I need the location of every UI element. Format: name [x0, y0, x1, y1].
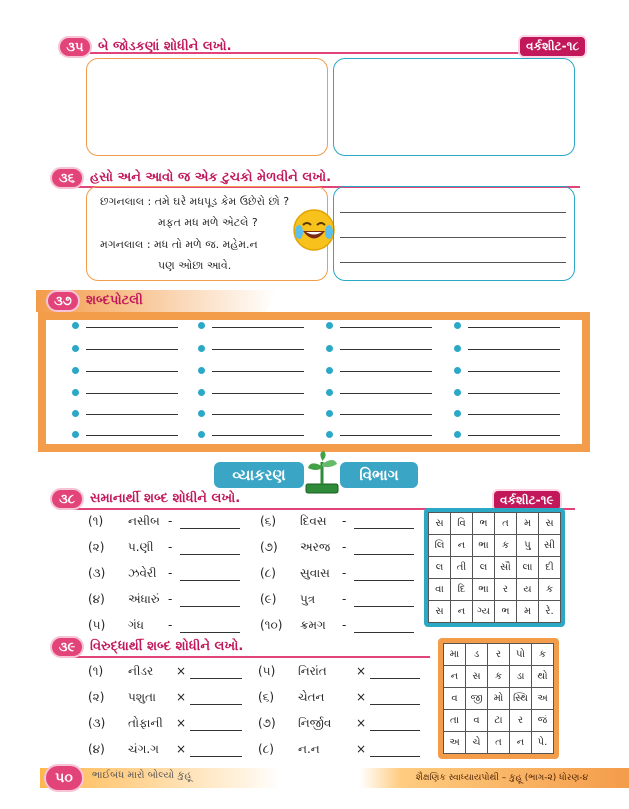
- grid-cell[interactable]: ભા: [473, 535, 495, 557]
- q38-number-badge: ૩૮: [50, 488, 84, 510]
- grid-cell[interactable]: ક: [488, 666, 510, 688]
- grid-cell[interactable]: જં: [532, 710, 554, 732]
- q38-answer-line[interactable]: [180, 632, 240, 633]
- q38-dash: -: [342, 566, 347, 580]
- grid-cell[interactable]: લિ: [429, 535, 451, 557]
- grid-cell[interactable]: લા: [517, 557, 539, 579]
- grid-cell[interactable]: સ: [429, 513, 451, 535]
- q39-answer-line[interactable]: [190, 756, 242, 757]
- grid-cell[interactable]: રે.: [539, 601, 561, 623]
- bullet: [198, 322, 205, 329]
- q39-item: (૭) નિર્જીવ: [258, 716, 332, 730]
- grid-cell[interactable]: ડ: [466, 644, 488, 666]
- q37-word-box: [38, 312, 590, 452]
- grid-cell[interactable]: દી: [539, 557, 561, 579]
- q36-title: હસો અને આવો જ એક ટુચકો મેળવીને લખો.: [90, 170, 332, 185]
- q36-joke-line-1: છગનલાલ : તમે ઘરે મધપૂડ઼ કેમ ઉછેરો છો ?: [100, 195, 290, 208]
- grid-cell[interactable]: ટા: [488, 710, 510, 732]
- grid-cell[interactable]: ન: [444, 666, 466, 688]
- bullet: [326, 367, 333, 374]
- q39-item: (૩) તોફાની: [88, 716, 163, 730]
- q38-item: (૮) સુવાસ: [260, 566, 330, 580]
- word-line: [86, 414, 178, 415]
- bullet: [72, 345, 79, 352]
- word-line: [340, 349, 432, 350]
- word-line: [212, 327, 304, 328]
- q39-cross-mark: ×: [176, 664, 187, 678]
- q38-answer-line[interactable]: [354, 632, 414, 633]
- q35-title: બે જોડકણાં શોધીને લખો.: [98, 39, 232, 54]
- word-line: [468, 414, 560, 415]
- q39-underline: [60, 656, 430, 658]
- q39-answer-line[interactable]: [370, 730, 420, 731]
- q38-item: (૬) દિવસ: [260, 514, 327, 528]
- grid-cell[interactable]: ભ: [473, 513, 495, 535]
- word-line: [468, 393, 560, 394]
- grid-cell[interactable]: થો: [532, 666, 554, 688]
- grid-cell[interactable]: મ: [517, 513, 539, 535]
- grammar-section-left-label: વ્યાકરણ: [214, 462, 304, 488]
- grid-cell[interactable]: ભ: [495, 601, 517, 623]
- q36-answer-box[interactable]: [333, 186, 575, 281]
- bullet: [198, 367, 205, 374]
- bullet: [72, 367, 79, 374]
- word-line: [212, 349, 304, 350]
- q38-title: સમાનાર્થી શબ્દ શોધીને લખો.: [90, 491, 241, 506]
- q38-answer-line[interactable]: [180, 606, 240, 607]
- grid-cell[interactable]: પો: [510, 644, 532, 666]
- q38-item: (૫) ગંધ: [88, 618, 144, 632]
- q39-cross-mark: ×: [356, 742, 367, 756]
- q39-answer-line[interactable]: [190, 704, 242, 705]
- word-line: [212, 414, 304, 415]
- worksheet-19-badge: વર્કશીટ-૧૯: [492, 489, 562, 512]
- grid-cell[interactable]: જી: [466, 688, 488, 710]
- q38-answer-line[interactable]: [354, 606, 414, 607]
- q39-cross-mark: ×: [176, 716, 187, 730]
- q37-number-badge: ૩૭: [46, 290, 80, 312]
- laughing-emoji-icon: [292, 208, 336, 252]
- grid-cell[interactable]: ર: [488, 644, 510, 666]
- q38-answer-line[interactable]: [354, 554, 414, 555]
- worksheet-18-badge: વર્કશીટ-૧૮: [518, 35, 587, 58]
- q39-title: વિરુદ્ધાર્થી શબ્દ શોધીને લખો.: [90, 639, 244, 654]
- bullet: [198, 345, 205, 352]
- q38-answer-line[interactable]: [354, 528, 414, 529]
- grid-cell[interactable]: ત: [495, 513, 517, 535]
- grid-cell[interactable]: લ: [429, 557, 451, 579]
- word-line: [212, 435, 304, 436]
- grid-cell[interactable]: ક: [495, 535, 517, 557]
- grid-cell[interactable]: પે.: [532, 732, 554, 754]
- q39-letter-grid: [438, 638, 559, 759]
- grid-cell[interactable]: અ: [532, 688, 554, 710]
- q38-dash: -: [342, 618, 347, 632]
- bullet: [454, 389, 461, 396]
- q39-cross-mark: ×: [356, 716, 367, 730]
- q39-answer-line[interactable]: [370, 756, 420, 757]
- grid-cell[interactable]: મો: [488, 688, 510, 710]
- bullet: [454, 410, 461, 417]
- bullet: [326, 322, 333, 329]
- bullet: [326, 389, 333, 396]
- grid-cell[interactable]: ભા: [473, 579, 495, 601]
- q39-cross-mark: ×: [356, 690, 367, 704]
- grid-cell[interactable]: સી: [539, 535, 561, 557]
- grid-cell[interactable]: મા: [444, 644, 466, 666]
- grid-cell[interactable]: મ: [517, 601, 539, 623]
- word-line: [468, 327, 560, 328]
- q38-dash: -: [168, 514, 173, 528]
- q36-answer-line: [340, 212, 566, 213]
- grid-cell[interactable]: ચે: [466, 732, 488, 754]
- footer-right-band: શૈક્ષણિક સ્વાધ્યાયપોથી – કુહૂ (ભાગ-૨) ધોરણ-૪: [360, 768, 629, 788]
- bullet: [454, 322, 461, 329]
- q38-item: (૪) અંધારું: [88, 592, 160, 606]
- grid-cell[interactable]: દિ: [451, 579, 473, 601]
- page-number-badge: ૫૦: [44, 764, 84, 792]
- word-line: [212, 393, 304, 394]
- grid-cell[interactable]: ડા: [510, 666, 532, 688]
- word-line: [340, 371, 432, 372]
- grid-cell[interactable]: સ: [466, 666, 488, 688]
- bullet: [198, 410, 205, 417]
- q35-answer-box-right[interactable]: [333, 58, 575, 156]
- q36-joke-line-3: મગનલાલ : મધ તો મળે જ. મહેમ.ન: [100, 238, 258, 251]
- word-line: [86, 393, 178, 394]
- word-line: [86, 371, 178, 372]
- bullet: [72, 322, 79, 329]
- word-line: [340, 435, 432, 436]
- grid-cell[interactable]: વિ: [451, 513, 473, 535]
- q39-number-badge: ૩૯: [50, 636, 84, 658]
- word-line: [212, 371, 304, 372]
- bullet: [454, 345, 461, 352]
- q35-number-badge: ૩૫: [58, 36, 92, 58]
- grid-cell[interactable]: ર: [495, 579, 517, 601]
- grid-cell[interactable]: સ: [429, 601, 451, 623]
- grid-cell[interactable]: ર: [510, 710, 532, 732]
- q35-answer-box-left[interactable]: [86, 58, 328, 156]
- q36-number-badge: ૩૬: [50, 167, 84, 189]
- grid-cell[interactable]: પુ: [517, 535, 539, 557]
- grid-cell[interactable]: ન: [510, 732, 532, 754]
- grid-cell[interactable]: ક: [532, 644, 554, 666]
- bullet: [326, 345, 333, 352]
- bullet: [198, 431, 205, 438]
- q38-dash: -: [168, 592, 173, 606]
- q38-item: (૨) પ.ણી: [88, 540, 154, 554]
- plant-book-icon: [302, 450, 342, 496]
- q39-item: (૬) ચેતન: [258, 690, 325, 704]
- q39-answer-line[interactable]: [370, 704, 420, 705]
- bullet: [454, 367, 461, 374]
- q38-item: (૭) અરજ: [260, 540, 331, 554]
- q38-dash: -: [168, 540, 173, 554]
- q38-dash: -: [342, 514, 347, 528]
- q39-answer-line[interactable]: [190, 678, 242, 679]
- q39-item: (૨) પશુતા: [88, 690, 156, 704]
- word-line: [468, 371, 560, 372]
- q36-answer-line: [340, 237, 566, 238]
- grid-cell[interactable]: ય: [517, 579, 539, 601]
- q38-dash: -: [168, 566, 173, 580]
- word-line: [468, 349, 560, 350]
- word-line: [340, 393, 432, 394]
- bullet: [198, 389, 205, 396]
- grid-cell[interactable]: તી: [451, 557, 473, 579]
- q38-item: (૧) નસીબ: [88, 514, 160, 528]
- bullet: [72, 431, 79, 438]
- grid-cell[interactable]: લ: [473, 557, 495, 579]
- q38-dash: -: [342, 592, 347, 606]
- q39-cross-mark: ×: [176, 742, 187, 756]
- q38-item: (૯) પુત્ર: [260, 592, 316, 606]
- q39-item: (૫) નિરાંત: [258, 664, 327, 678]
- bullet: [72, 410, 79, 417]
- bullet: [72, 389, 79, 396]
- q36-answer-line: [340, 262, 566, 263]
- q38-answer-line[interactable]: [180, 554, 240, 555]
- q39-item: (૧) નીડર: [88, 664, 154, 678]
- grid-cell[interactable]: ન: [451, 601, 473, 623]
- q38-item: (૩) ઝવેરી: [88, 566, 157, 580]
- grid-cell[interactable]: તા: [444, 710, 466, 732]
- q37-title: શબ્દપોટલી: [86, 293, 143, 308]
- q38-answer-line[interactable]: [180, 528, 240, 529]
- grid-cell[interactable]: ક: [539, 579, 561, 601]
- q36-joke-line-4: પણ ઓછા આવે.: [158, 259, 232, 272]
- word-line: [86, 349, 178, 350]
- grid-cell[interactable]: સ્થિ: [510, 688, 532, 710]
- q39-item: (૮) ન.ન: [258, 742, 320, 756]
- grammar-section-right-label: વિભાગ: [340, 462, 418, 488]
- word-line: [340, 327, 432, 328]
- q39-answer-line[interactable]: [370, 678, 420, 679]
- word-line: [468, 435, 560, 436]
- word-line: [86, 327, 178, 328]
- bullet: [326, 431, 333, 438]
- grid-cell[interactable]: ગ્ય: [473, 601, 495, 623]
- grid-cell[interactable]: સૌ: [495, 557, 517, 579]
- bullet: [326, 410, 333, 417]
- q39-cross-mark: ×: [356, 664, 367, 678]
- grid-cell[interactable]: ન: [451, 535, 473, 557]
- q39-cross-mark: ×: [176, 690, 187, 704]
- word-line: [86, 435, 178, 436]
- grid-cell[interactable]: વા: [429, 579, 451, 601]
- grid-cell[interactable]: અ: [444, 732, 466, 754]
- q39-answer-line[interactable]: [190, 730, 242, 731]
- grid-cell[interactable]: સ: [539, 513, 561, 535]
- q39-item: (૪) ચંગ.ગ: [88, 742, 159, 756]
- footer-book-title: ભાઈબંધ મારો બોલ્યો કુહૂ: [92, 770, 192, 781]
- q38-answer-line[interactable]: [180, 580, 240, 581]
- q38-answer-line[interactable]: [354, 580, 414, 581]
- q38-item: (૧૦) ક્રમગ: [260, 618, 326, 632]
- q38-dash: -: [342, 540, 347, 554]
- grid-cell[interactable]: ત: [488, 732, 510, 754]
- bullet: [454, 431, 461, 438]
- grid-cell[interactable]: વ: [466, 710, 488, 732]
- word-line: [340, 414, 432, 415]
- q38-letter-grid: [424, 508, 565, 627]
- grid-cell[interactable]: વ: [444, 688, 466, 710]
- q38-dash: -: [168, 618, 173, 632]
- q36-joke-line-2: મફત મધ મળે એટલે ?: [158, 216, 258, 229]
